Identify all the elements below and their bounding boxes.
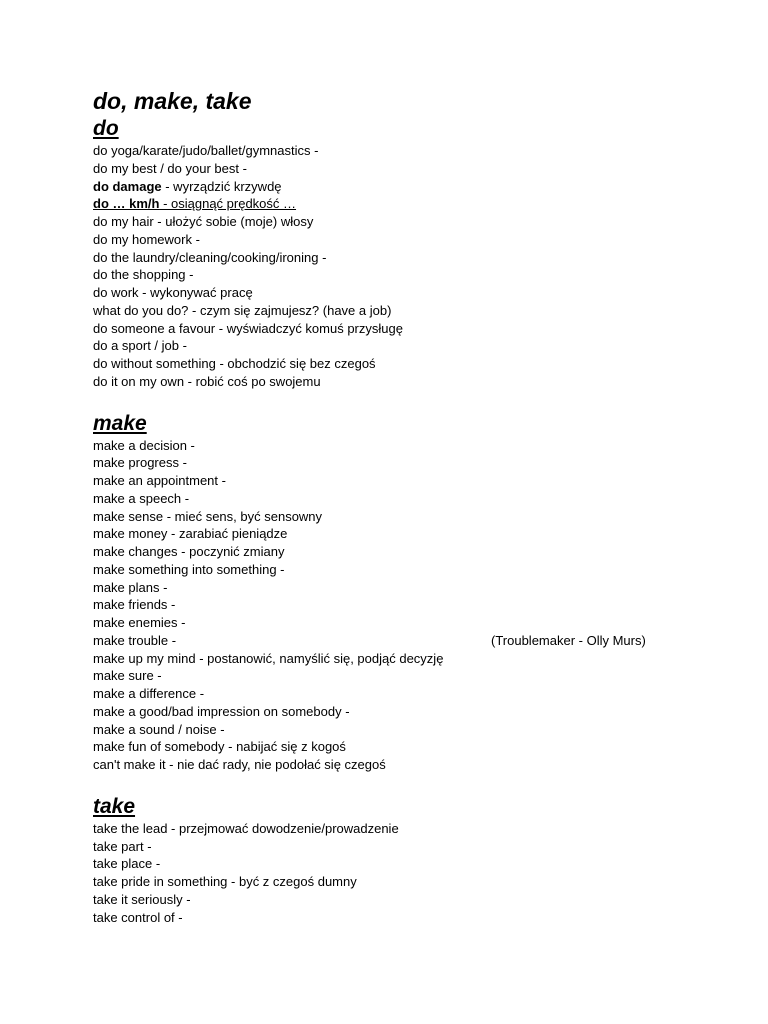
phrase-line: make enemies - [93, 615, 186, 630]
phrase-line: make money - zarabiać pieniądze [93, 526, 288, 542]
phrase-list-make [93, 437, 733, 774]
phrase-line: do my hair - ułożyć sobie (moje) włosy [93, 214, 314, 229]
phrase-line: make sense - mieć sens, być sensowny [93, 508, 323, 524]
phrase-line: make an appointment - [93, 473, 226, 488]
phrase-line: make a speech - [93, 490, 190, 506]
phrase-line: do someone a favour - wyświadczyć komuś przysługę [93, 320, 403, 336]
section-heading-take: take [93, 794, 136, 818]
phrase-line: take it seriously - [93, 891, 191, 907]
phrase-line: make a sound / noise - [93, 721, 225, 737]
phrase-line: take part - [93, 838, 152, 854]
phrase-line: make a difference - [93, 686, 205, 701]
phrase-line [93, 195, 733, 213]
phrase-line: make changes - poczynić zmiany [93, 544, 285, 559]
phrase-line: do yoga/karate/judo/ballet/gymnastics - [93, 143, 319, 158]
phrase-line: do it on my own - robić coś po swojemu [93, 373, 321, 389]
phrase-line: make friends - [93, 597, 176, 613]
phrase-text: make trouble - [93, 632, 177, 648]
phrase-line: make fun of somebody - nabijać się z kogoś [93, 739, 346, 755]
phrase-line: take pride in something - być z czegoś dumny [93, 874, 357, 889]
phrase-line: make a good/bad impression on somebody - [93, 703, 350, 719]
phrase-line: do the laundry/cleaning/cooking/ironing - [93, 249, 327, 265]
section-take [93, 794, 733, 927]
phrase-line [93, 178, 733, 196]
phrase-translation: - osiągnąć prędkość … [159, 196, 297, 212]
phrase-line: make progress - [93, 455, 187, 471]
phrase-line: take control of - [93, 909, 183, 925]
section-make [93, 411, 733, 774]
phrase-list-take [93, 820, 733, 927]
document-page [93, 86, 733, 926]
phrase-line: make plans - [93, 579, 168, 595]
phrase-line [93, 632, 733, 650]
phrase-line: make a decision - [93, 437, 195, 453]
phrase-term: do … km/h [93, 196, 160, 212]
section-spacer [93, 774, 733, 794]
section-do [93, 116, 733, 391]
phrase-line: do my best / do your best - [93, 160, 247, 176]
document-title: do, make, take [93, 88, 252, 114]
phrase-line: do the shopping - [93, 267, 194, 283]
phrase-line: do a sport / job - [93, 338, 187, 354]
phrase-translation: - wyrządzić krzywdę [161, 178, 282, 194]
phrase-line: do my homework - [93, 231, 200, 247]
phrase-line: can't make it - nie dać rady, nie podołać się czegoś [93, 757, 386, 772]
song-note: (Troublemaker - Olly Murs) [491, 632, 646, 648]
section-heading-do: do [93, 117, 119, 140]
phrase-line: what do you do? - czym się zajmujesz? (have a job) [93, 302, 392, 318]
phrase-line: do without something - obchodzić się bez czegoś [93, 356, 376, 371]
phrase-line: take the lead - przejmować dowodzenie/prowadzenie [93, 820, 399, 836]
section-spacer [93, 391, 733, 411]
phrase-line: take place - [93, 856, 161, 872]
section-heading-make: make [93, 411, 147, 435]
phrase-line: make something into something - [93, 561, 285, 577]
phrase-line: make sure - [93, 668, 162, 684]
phrase-list-do [93, 142, 733, 391]
phrase-term: do damage [93, 178, 162, 194]
phrase-line: make up my mind - postanowić, namyślić się, podjąć decyzję [93, 650, 444, 666]
phrase-line: do work - wykonywać pracę [93, 285, 253, 300]
